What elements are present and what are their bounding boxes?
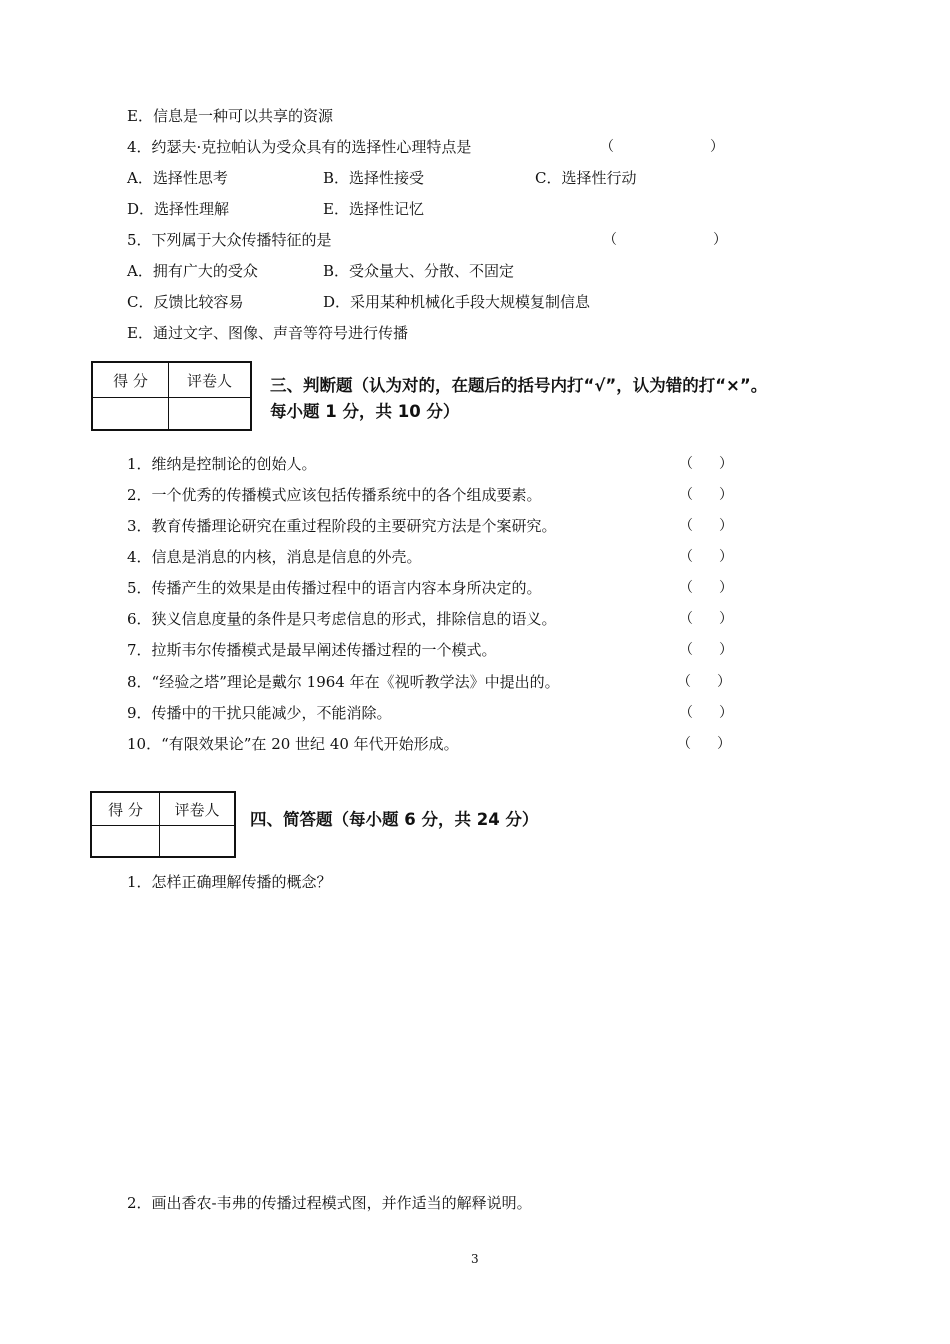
short-answer-item: 2．画出香农-韦弗的传播过程模式图，并作适当的解释说明。 [127,1194,532,1212]
q5-option-d: D．采用某种机械化手段大规模复制信息 [323,293,591,311]
score-label: 得 分 [113,372,148,390]
q5-answer-paren: （ ） [603,232,727,248]
q4-option-e: E．选择性记忆 [323,200,424,218]
tf-answer-paren: （ ） [679,642,733,658]
tf-item: 5．传播产生的效果是由传播过程中的语言内容本身所决定的。 [127,579,542,597]
tf-item: 2．一个优秀的传播模式应该包括传播系统中的各个组成要素。 [127,486,542,504]
tf-answer-paren: （ ） [679,705,733,721]
q4-stem: 4．约瑟夫·克拉帕认为受众具有的选择性心理特点是 [127,138,472,156]
tf-answer-paren: （ ） [679,611,733,627]
tf-answer-paren: （ ） [679,487,733,503]
tf-item: 1．维纳是控制论的创始人。 [127,455,317,473]
q5-option-a: A．拥有广大的受众 [127,262,258,280]
tf-answer-paren: （ ） [679,580,733,596]
section3-heading-line2: 每小题 1 分，共 10 分） [270,402,460,421]
grader-label: 评卷人 [174,801,220,819]
q4-option-d: D．选择性理解 [127,200,230,218]
tf-item: 4．信息是消息的内核，消息是信息的外壳。 [127,548,422,566]
q4-option-a: A．选择性思考 [127,169,228,187]
tf-item: 6．狭义信息度量的条件是只考虑信息的形式，排除信息的语义。 [127,610,557,628]
q5-option-b: B．受众量大、分散、不固定 [323,262,515,280]
q3-option-e: E．信息是一种可以共享的资源 [127,107,333,125]
tf-item: 3．教育传播理论研究在重过程阶段的主要研究方法是个案研究。 [127,517,557,535]
q4-option-b: B．选择性接受 [323,169,425,187]
q4-answer-paren: （ ） [600,139,724,155]
section4-heading: 四、简答题（每小题 6 分，共 24 分） [250,810,539,829]
q4-option-c: C．选择性行动 [535,169,637,187]
tf-answer-paren: （ ） [679,518,733,534]
score-label: 得 分 [108,801,143,819]
tf-answer-paren: （ ） [677,674,731,690]
q5-stem: 5．下列属于大众传播特征的是 [127,231,332,249]
page-number: 3 [471,1252,479,1266]
q5-option-e: E．通过文字、图像、声音等符号进行传播 [127,324,408,342]
grader-label: 评卷人 [186,372,232,390]
tf-item: 10．“有限效果论”在 20 世纪 40 年代开始形成。 [127,735,459,753]
tf-answer-paren: （ ） [677,736,731,752]
short-answer-item: 1．怎样正确理解传播的概念？ [127,873,332,891]
q5-option-c: C．反馈比较容易 [127,293,244,311]
tf-answer-paren: （ ） [679,456,733,472]
score-box-section4 [90,791,236,858]
tf-item: 8．“经验之塔”理论是戴尔 1964 年在《视听教学法》中提出的。 [127,673,560,691]
tf-item: 7．拉斯韦尔传播模式是最早阐述传播过程的一个模式。 [127,641,497,659]
tf-item: 9．传播中的干扰只能减少，不能消除。 [127,704,392,722]
tf-answer-paren: （ ） [679,549,733,565]
section3-heading-line1: 三、判断题（认为对的，在题后的括号内打“√”，认为错的打“×”。 [270,376,768,395]
score-box-section3 [91,361,252,431]
